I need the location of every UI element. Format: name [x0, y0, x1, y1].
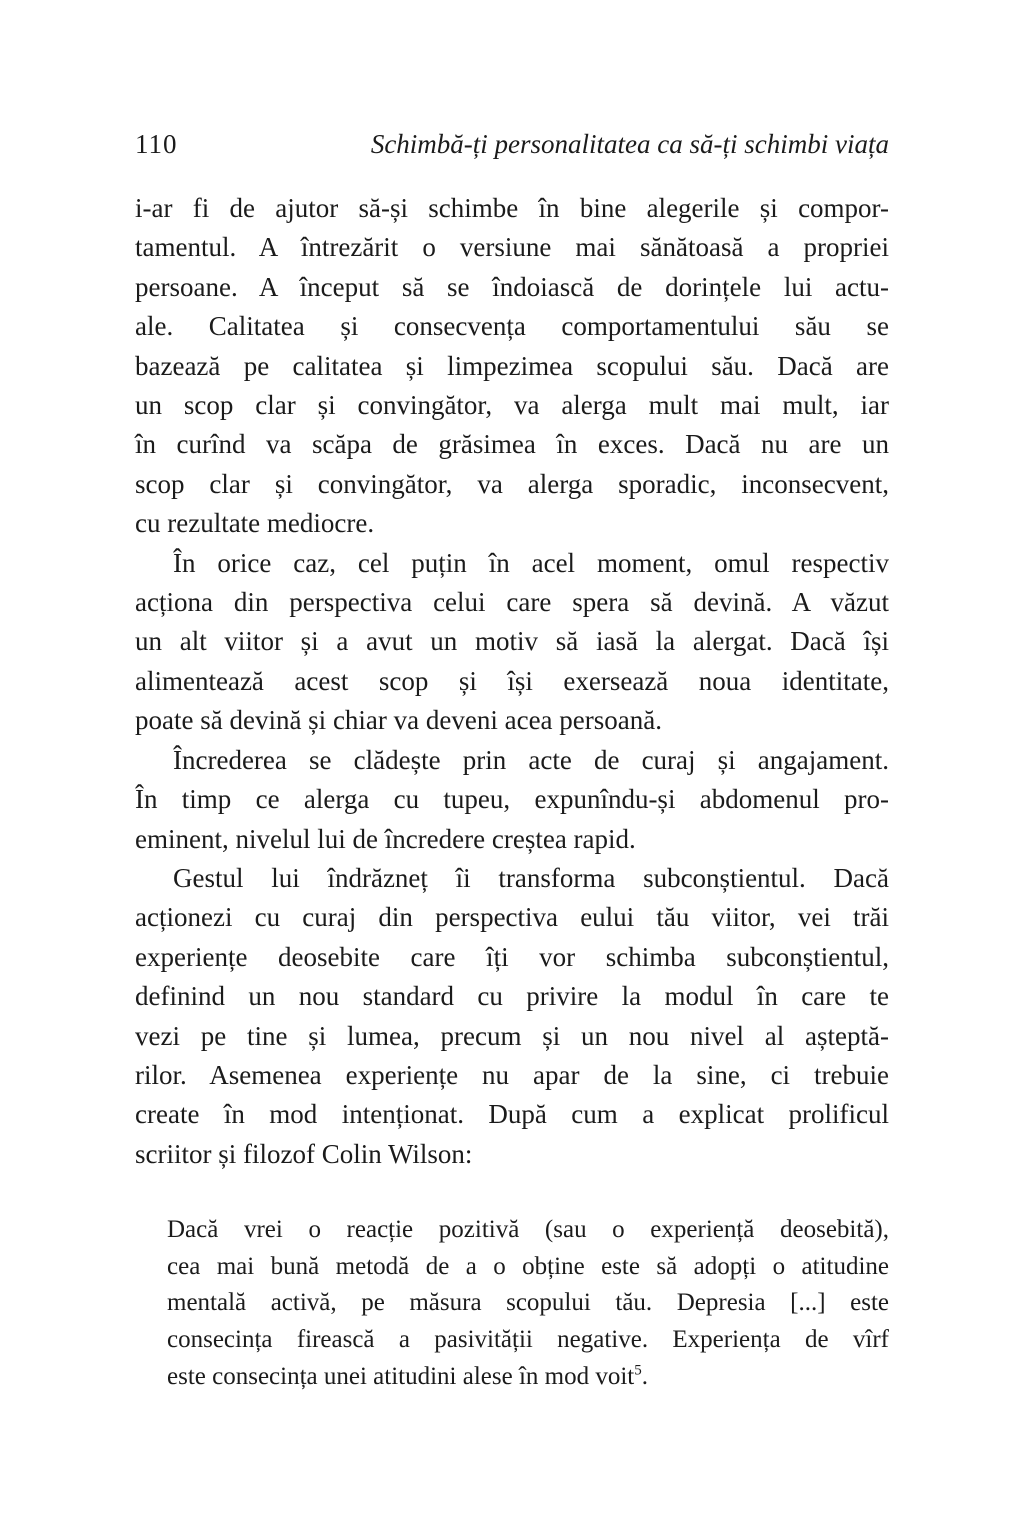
- page-number: 110: [135, 129, 178, 159]
- body-line: alimentează acest scop și își exersează noua identitate,: [135, 665, 889, 696]
- body-line: scriitor și filozof Colin Wilson:: [135, 1138, 473, 1169]
- body-line: eminent, nivelul lui de încredere creștea rapid.: [135, 823, 636, 854]
- body-line: create în mod intenționat. După cum a explicat prolificul: [135, 1099, 889, 1130]
- quote-punctuation: .: [641, 1362, 648, 1390]
- body-line: Încrederea se clădește prin acte de curaj și angajament.: [173, 744, 889, 775]
- page-header: [135, 128, 889, 160]
- quote-line: Dacă vrei o reacție pozitivă (sau o experiență deosebită),: [167, 1216, 889, 1244]
- body-line: în curînd va scăpa de grăsimea în exces. Dacă nu are un: [135, 429, 889, 460]
- body-line: experiențe deosebite care îți vor schimba subconștientul,: [135, 941, 889, 972]
- paragraph-2: [135, 544, 889, 741]
- body-line: acționezi cu curaj din perspectiva eului tău viitor, vei trăi: [135, 902, 889, 933]
- block-quote: [167, 1212, 889, 1395]
- body-line: ale. Calitatea și consecvența comportamentului său se: [135, 311, 889, 342]
- body-line: În orice caz, cel puțin în acel moment, omul respectiv: [173, 547, 889, 578]
- body-line: În timp ce alerga cu tupeu, expunîndu-și abdomenul pro-: [135, 784, 889, 815]
- quote-line: [167, 1359, 889, 1396]
- paragraph-1: [135, 189, 889, 544]
- body-line: rilor. Asemenea experiențe nu apar de la sine, ci trebuie: [135, 1059, 889, 1090]
- running-title: Schimbă-ți personalitatea ca să-ți schimbi viața: [370, 129, 889, 159]
- quote-line: cea mai bună metodă de a o obține este să adopți o atitudine: [167, 1252, 889, 1280]
- body-line: un scop clar și convingător, va alerga mult mai mult, iar: [135, 390, 889, 421]
- body-line: definind un nou standard cu privire la modul în care te: [135, 981, 889, 1012]
- paragraph-4: [135, 859, 889, 1174]
- footnote-marker: 5: [634, 1362, 642, 1379]
- body-line: vezi pe tine și lumea, precum și un nou nivel al așteptă-: [135, 1020, 889, 1051]
- body-line: poate să devină și chiar va deveni acea persoană.: [135, 705, 662, 736]
- body-line: Gestul lui îndrăzneț îi transforma subconștientul. Dacă: [173, 862, 889, 893]
- body-line: scop clar și convingător, va alerga sporadic, inconsecvent,: [135, 468, 889, 499]
- paragraph-3: [135, 741, 889, 859]
- body-line: i-ar fi de ajutor să-și schimbe în bine alegerile și compor-: [135, 193, 889, 223]
- body-line: cu rezultate mediocre.: [135, 508, 375, 539]
- body-line: un alt viitor și a avut un motiv să iasă la alergat. Dacă își: [135, 626, 889, 657]
- body-text: [135, 189, 889, 1174]
- quote-line: mentală activă, pe măsura scopului tău. Depresia [...] este: [167, 1289, 889, 1317]
- body-line: tamentul. A întrezărit o versiune mai sănătoasă a propriei: [135, 232, 889, 263]
- body-line: persoane. A început să se îndoiască de dorințele lui actu-: [135, 271, 889, 302]
- quote-last-line-text: este consecința unei atitudini alese în mod voit: [167, 1362, 635, 1390]
- body-line: bazează pe calitatea și limpezimea scopului său. Dacă are: [135, 350, 889, 381]
- quote-line: consecința firească a pasivității negative. Experiența de vîrf: [167, 1325, 889, 1353]
- body-line: acționa din perspectiva celui care spera să devină. A văzut: [135, 587, 889, 618]
